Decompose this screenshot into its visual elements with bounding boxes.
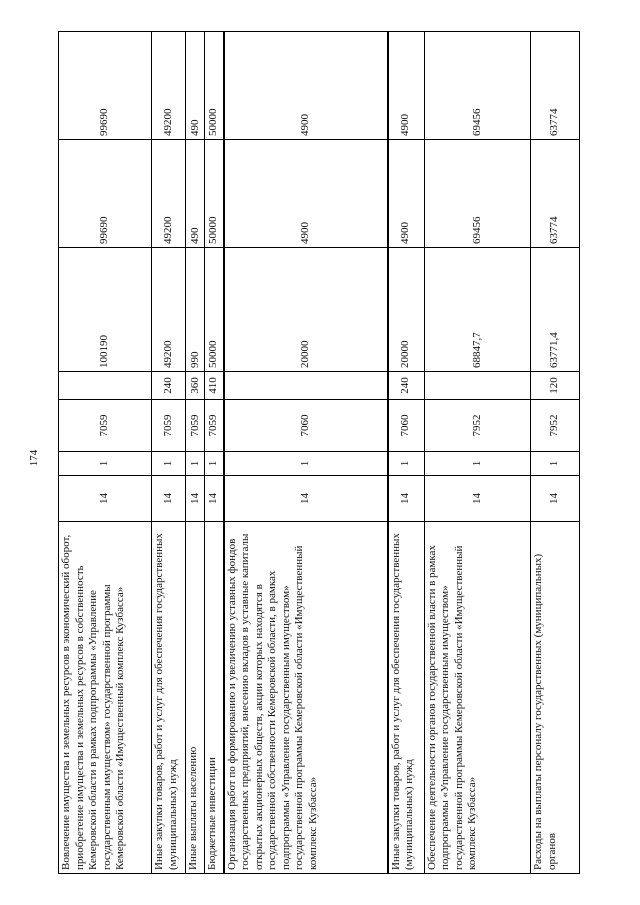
- table-row: [388, 32, 425, 874]
- row-target-code: 7059: [59, 400, 152, 452]
- table-row: [531, 32, 580, 874]
- row-value-3: 69456: [424, 32, 530, 140]
- row-value-2: 4900: [388, 140, 425, 248]
- row-expense-type: 410: [205, 372, 224, 400]
- row-target-code: 7952: [531, 400, 580, 452]
- table-row: [205, 32, 224, 874]
- row-subsection: 1: [224, 452, 388, 476]
- row-value-2: 99690: [59, 140, 152, 248]
- table-row: [186, 32, 205, 874]
- row-section: 14: [531, 476, 580, 522]
- row-value-1: 50000: [205, 248, 224, 372]
- budget-table: [58, 31, 580, 874]
- row-section: 14: [424, 476, 530, 522]
- row-subsection: 1: [531, 452, 580, 476]
- table-row: [59, 32, 152, 874]
- row-subsection: 1: [424, 452, 530, 476]
- row-value-3: 63774: [531, 32, 580, 140]
- row-name: Организация работ по формированию и увеличению уставных фондов государственных предприятий, внесению вкладов в уставные капиталы открытых акционерных обществ, акции которых находятся в государственной собственности Кемеровской области, в рамках подпрограммы «Управление государственным имуществом» государственной программы Кемеровской области «Имущественный комплекс Кузбасса»: [224, 522, 388, 874]
- row-value-3: 4900: [388, 32, 425, 140]
- row-value-2: 4900: [224, 140, 388, 248]
- table-row: [424, 32, 530, 874]
- row-section: 14: [59, 476, 152, 522]
- table-row: [152, 32, 186, 874]
- row-name: Бюджетные инвестиции: [205, 522, 224, 874]
- page-number: 174: [28, 449, 40, 467]
- row-value-1: 63771,4: [531, 248, 580, 372]
- row-value-1: 49200: [152, 248, 186, 372]
- row-target-code: 7060: [224, 400, 388, 452]
- row-expense-type: 240: [388, 372, 425, 400]
- row-name: Иные выплаты населению: [186, 522, 205, 874]
- row-expense-type: [224, 372, 388, 400]
- budget-table-rotated: [58, 32, 580, 874]
- row-name: Вовлечение имущества и земельных ресурсов в экономический оборот, приобретение имущества и земельных ресурсов в собственность Кемеровской области в рамках подпрограммы «Управление государственным имуществом» государственной программы Кемеровской области «Имущественный комплекс Кузбасса»: [59, 522, 152, 874]
- row-expense-type: 360: [186, 372, 205, 400]
- row-value-3: 49200: [152, 32, 186, 140]
- row-subsection: 1: [205, 452, 224, 476]
- row-section: 14: [186, 476, 205, 522]
- row-target-code: 7059: [186, 400, 205, 452]
- row-target-code: 7060: [388, 400, 425, 452]
- row-section: 14: [388, 476, 425, 522]
- row-expense-type: 120: [531, 372, 580, 400]
- row-target-code: 7952: [424, 400, 530, 452]
- row-expense-type: [59, 372, 152, 400]
- row-value-2: 490: [186, 140, 205, 248]
- row-value-2: 49200: [152, 140, 186, 248]
- row-section: 14: [152, 476, 186, 522]
- row-name: Иные закупки товаров, работ и услуг для обеспечения государственных (муниципальных) нужд: [152, 522, 186, 874]
- row-name: Обеспечение деятельности органов государственной власти в рамках подпрограммы «Управление государственным имуществом» государственной программы Кемеровской области «Имущественный комплекс Кузбасса»: [424, 522, 530, 874]
- row-subsection: 1: [186, 452, 205, 476]
- row-expense-type: 240: [152, 372, 186, 400]
- row-subsection: 1: [59, 452, 152, 476]
- row-section: 14: [205, 476, 224, 522]
- row-name: Иные закупки товаров, работ и услуг для обеспечения государственных (муниципальных) нужд: [388, 522, 425, 874]
- row-value-2: 50000: [205, 140, 224, 248]
- row-target-code: 7059: [205, 400, 224, 452]
- row-subsection: 1: [152, 452, 186, 476]
- row-value-1: 20000: [224, 248, 388, 372]
- row-value-3: 99690: [59, 32, 152, 140]
- row-value-3: 4900: [224, 32, 388, 140]
- row-value-3: 490: [186, 32, 205, 140]
- row-section: 14: [224, 476, 388, 522]
- row-subsection: 1: [388, 452, 425, 476]
- row-value-1: 68847,7: [424, 248, 530, 372]
- row-target-code: 7059: [152, 400, 186, 452]
- row-value-1: 20000: [388, 248, 425, 372]
- row-value-2: 63774: [531, 140, 580, 248]
- row-value-1: 990: [186, 248, 205, 372]
- table-row: [224, 32, 388, 874]
- row-value-3: 50000: [205, 32, 224, 140]
- row-value-2: 69456: [424, 140, 530, 248]
- row-expense-type: [424, 372, 530, 400]
- row-value-1: 100190: [59, 248, 152, 372]
- row-name: Расходы на выплаты персоналу государственных (муниципальных) органов: [531, 522, 580, 874]
